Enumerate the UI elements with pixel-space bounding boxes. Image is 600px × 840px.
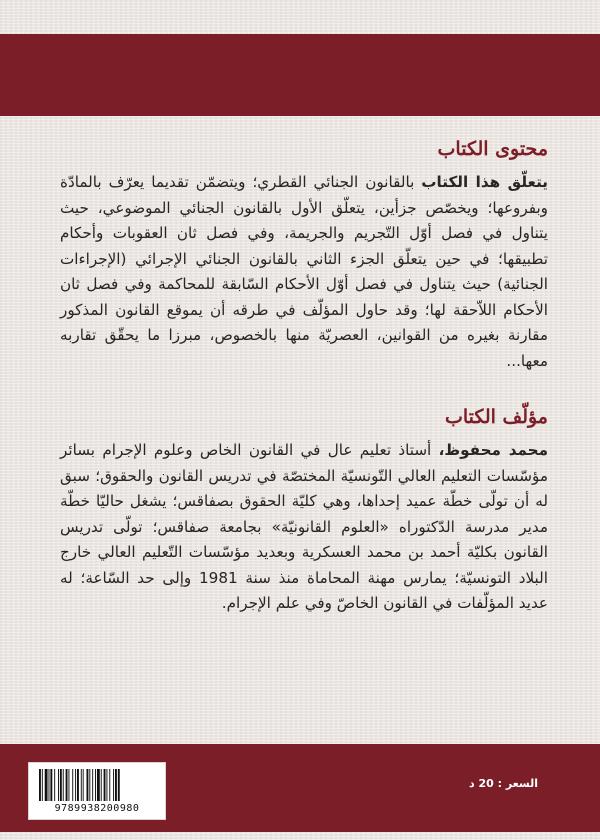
barcode-bar: [49, 769, 50, 801]
barcode-bar: [118, 769, 120, 801]
barcode-bar: [89, 769, 90, 801]
content-body: بالقانون الجنائي القطري؛ ويتضمّن تقديما يعرّف بالمادّة وبفروعها؛ ويخصّص جزأين، يتعلّق الأول بالقانون الجنائي الموضوعي، حيث يتناول في فصل أوّل التّجريم والجريمة، وفي فصل ثان العقوبات وأحكام تطبيقها؛ في حين يتعلّق الجزء الثاني بالقانون الجنائي الإجرائي (الإجراءات الجنائية) حيث يتناول في فصل أوّل الأحكام السّابقة للمحاكمة وفي فصل ثان الأحكام اللاّحقة لها؛ وقد حاول المؤلّف في طرقه أن يموقع القانون المذكور مقارنة بغيره من القوانين، العصريّة منها بالخصوص، مبرزا ما يحقّق تقاربه معها...: [60, 173, 548, 370]
barcode-bar: [68, 769, 69, 801]
barcode-number: 9789938200980: [54, 803, 140, 814]
barcode-bar: [63, 769, 64, 801]
barcode-bar: [109, 769, 110, 801]
top-color-band: [0, 34, 600, 116]
barcode-bar: [39, 769, 41, 801]
author-name: محمد محفوظ،: [438, 441, 549, 459]
barcode-bar: [113, 769, 114, 801]
barcode-bar: [77, 769, 79, 801]
barcode: [28, 762, 166, 820]
barcode-bar: [81, 769, 82, 801]
barcode-bar: [58, 769, 59, 801]
author-body: أستاذ تعليم عال في القانون الخاص وعلوم الإجرام بسائر مؤسّسات التعليم العالي التّونسيّة المختصّة في تدريس القانون والحقوق؛ سبق له أن تولّى خطّة عميد إحداها، وهي كليّة الحقوق بصفاقس؛ يشغل حاليّا خطّة مدير مدرسة الدّكتوراه «العلوم القانونيّة» بجامعة صفاقس؛ تولّى تدريس القانون بكليّة أحمد بن محمد العسكرية وبعديد مؤسّسات التّعليم العالي خارج البلاد التونسيّة؛ يمارس مهنة المحاماة منذ سنة 1981 وإلى حد السّاعة؛ له عديد المؤلّفات في القانون الخاصّ وفي علم الإجرام.: [60, 441, 548, 612]
barcode-bar: [115, 769, 117, 801]
content-lead: يتعلّق هذا الكتاب: [421, 173, 548, 191]
barcode-bar: [66, 769, 68, 801]
price-label: السعر : 20 د: [468, 777, 538, 790]
barcode-bar: [106, 769, 107, 801]
barcode-bar: [45, 769, 48, 801]
barcode-bar: [83, 769, 84, 801]
barcode-bar: [42, 769, 43, 801]
author-paragraph: [60, 438, 548, 617]
barcode-bar: [75, 769, 76, 801]
barcode-bar: [97, 769, 100, 801]
cover-text: [60, 128, 548, 617]
barcode-bar: [92, 769, 93, 801]
barcode-bar: [87, 769, 89, 801]
barcode-bars: [37, 769, 157, 801]
barcode-bar: [60, 769, 62, 801]
barcode-bar: [54, 769, 55, 801]
content-paragraph: [60, 170, 548, 374]
author-heading: مؤلّف الكتاب: [444, 406, 548, 428]
barcode-bar: [72, 769, 73, 801]
content-heading: محتوى الكتاب: [437, 138, 548, 160]
barcode-bar: [104, 769, 106, 801]
barcode-bar: [95, 769, 96, 801]
barcode-bar: [101, 769, 102, 801]
barcode-bar: [50, 769, 52, 801]
